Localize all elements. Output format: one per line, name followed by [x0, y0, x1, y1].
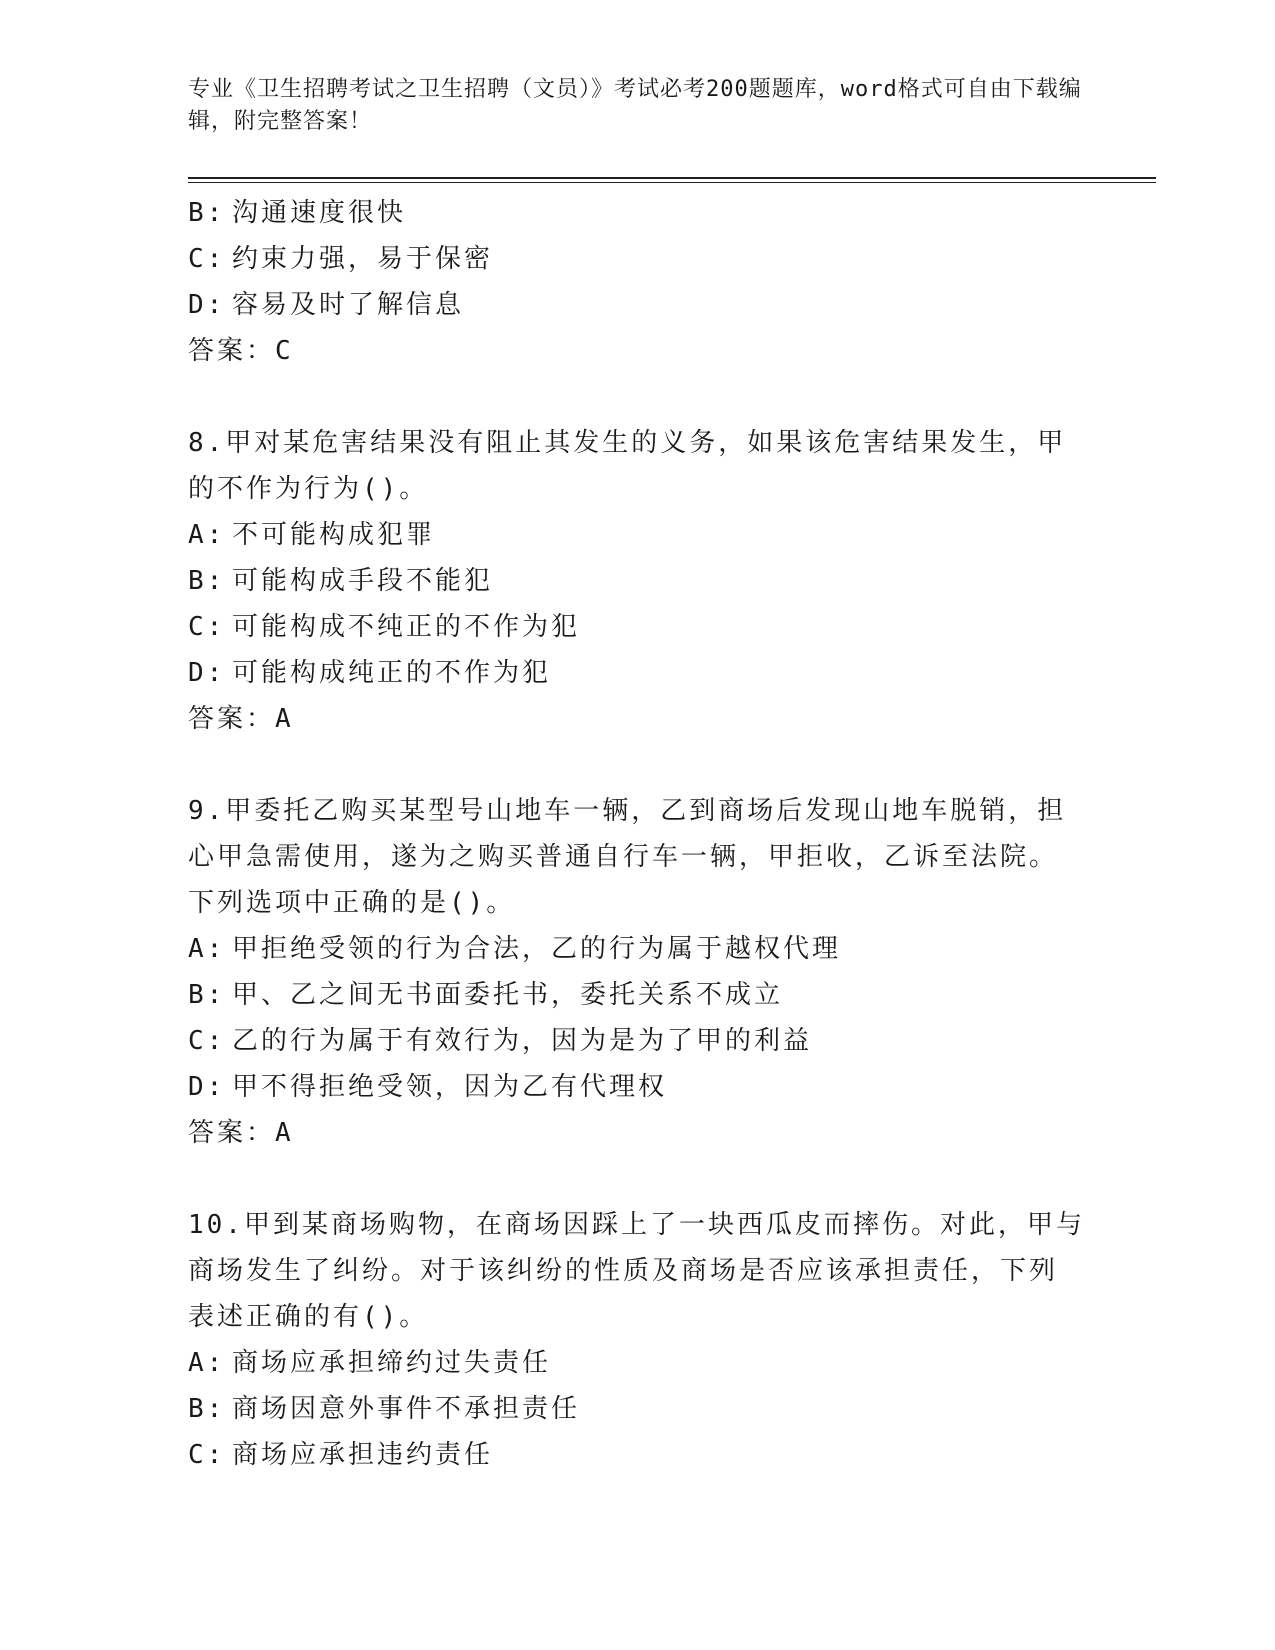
option: D: 容易及时了解信息	[188, 290, 465, 320]
option: A: 甲拒绝受领的行为合法，乙的行为属于越权代理	[188, 934, 842, 964]
option: C: 约束力强，易于保密	[188, 244, 494, 274]
option: B: 可能构成手段不能犯	[188, 566, 494, 596]
question-stem: 的不作为行为()。	[188, 474, 429, 504]
answer-label: 答案：A	[188, 704, 294, 734]
question-stem: 10.甲到某商场购物，在商场因踩上了一块西瓜皮而摔伤。对此，甲与	[188, 1210, 1085, 1240]
partial-question	[188, 190, 1088, 374]
option: A: 不可能构成犯罪	[188, 520, 436, 550]
page-header	[188, 74, 1088, 138]
header-rule-thin	[188, 182, 1156, 183]
option: D: 甲不得拒绝受领，因为乙有代理权	[188, 1072, 668, 1102]
question-10	[188, 1202, 1088, 1478]
question-stem: 商场发生了纠纷。对于该纠纷的性质及商场是否应该承担责任，下列	[188, 1256, 1059, 1286]
question-8	[188, 420, 1088, 742]
question-stem: 9.甲委托乙购买某型号山地车一辆，乙到商场后发现山地车脱销，担	[188, 796, 1067, 826]
option: B: 甲、乙之间无书面委托书，委托关系不成立	[188, 980, 784, 1010]
question-stem: 下列选项中正确的是()。	[188, 888, 516, 918]
option: A: 商场应承担缔约过失责任	[188, 1348, 552, 1378]
question-stem: 心甲急需使用，遂为之购买普通自行车一辆，甲拒收，乙诉至法院。	[188, 842, 1059, 872]
option: D: 可能构成纯正的不作为犯	[188, 658, 552, 688]
option: C: 乙的行为属于有效行为，因为是为了甲的利益	[188, 1026, 813, 1056]
header-rule-thick	[188, 177, 1156, 179]
option: B: 沟通速度很快	[188, 198, 407, 228]
option: C: 可能构成不纯正的不作为犯	[188, 612, 581, 642]
option: B: 商场因意外事件不承担责任	[188, 1394, 581, 1424]
answer-label: 答案：C	[188, 336, 294, 366]
question-9	[188, 788, 1088, 1156]
header-text: 专业《卫生招聘考试之卫生招聘（文员）》考试必考200题题库，word格式可自由下载编辑，附完整答案！	[188, 77, 1082, 134]
option: C: 商场应承担违约责任	[188, 1440, 494, 1470]
document-body	[188, 190, 1088, 1478]
answer-label: 答案：A	[188, 1118, 294, 1148]
question-stem: 8.甲对某危害结果没有阻止其发生的义务，如果该危害结果发生，甲	[188, 428, 1067, 458]
question-stem: 表述正确的有()。	[188, 1302, 429, 1332]
